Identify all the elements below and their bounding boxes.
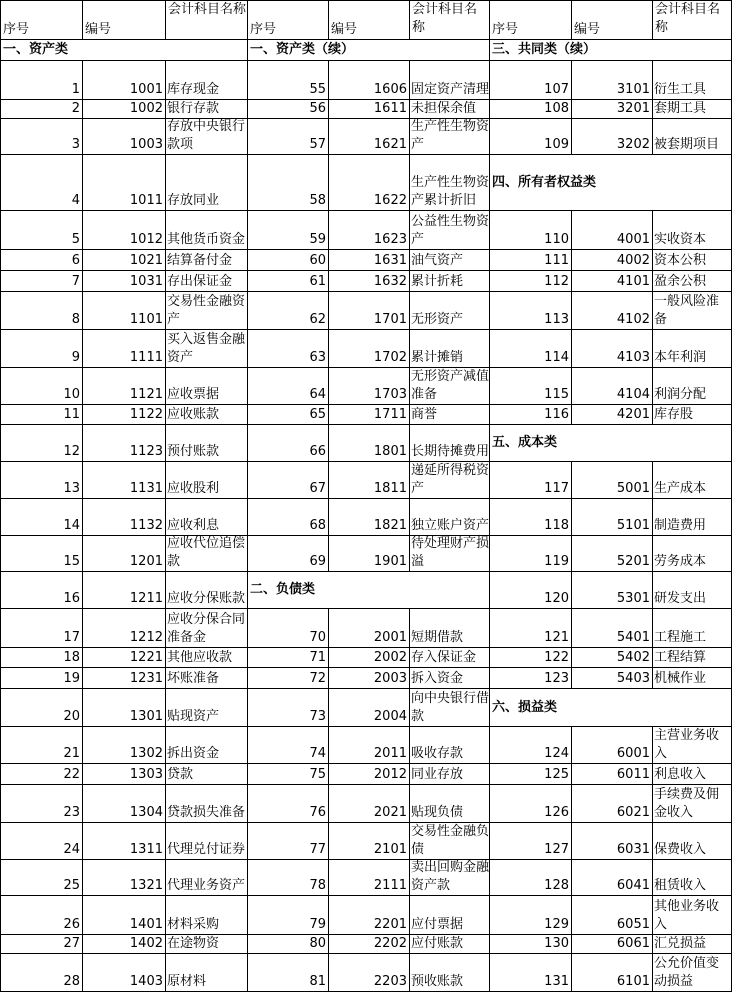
account-code: 4001 [616, 232, 650, 247]
account-name: 交易性金融资产 [167, 294, 246, 327]
account-code: 1212 [129, 630, 163, 645]
seq-number: 22 [63, 767, 80, 782]
account-code: 1311 [129, 842, 163, 857]
header-seq: 序号 [250, 22, 277, 37]
account-code: 5401 [616, 630, 650, 645]
account-name: 交易性金融负债 [411, 824, 489, 857]
header-code: 编号 [85, 22, 112, 37]
account-name: 应收账款 [167, 407, 220, 422]
seq-number: 122 [544, 650, 569, 665]
account-name: 机械作业 [654, 671, 707, 686]
seq-number: 68 [309, 518, 326, 533]
account-name: 盈余公积 [654, 274, 707, 289]
seq-number: 78 [309, 878, 326, 893]
account-code: 6061 [616, 936, 650, 951]
account-name: 生产性生物资产 [411, 119, 489, 152]
account-code: 1221 [129, 650, 163, 665]
account-name: 同业存放 [411, 767, 464, 782]
seq-number: 10 [63, 387, 80, 402]
account-code: 2021 [373, 805, 407, 820]
seq-number: 107 [544, 82, 569, 97]
account-code: 6031 [616, 842, 650, 857]
seq-number: 13 [63, 481, 80, 496]
header-name: 会计科目名称 [412, 2, 478, 35]
account-name: 套期工具 [654, 101, 707, 116]
account-name: 应收票据 [167, 387, 220, 402]
seq-number: 1 [71, 82, 80, 97]
account-code: 2202 [373, 936, 407, 951]
seq-number: 110 [544, 232, 569, 247]
seq-number: 74 [309, 746, 326, 761]
account-name: 卖出回购金融资产款 [411, 860, 489, 893]
header-seq: 序号 [3, 22, 30, 37]
account-name: 本年利润 [654, 350, 707, 365]
seq-number: 81 [309, 974, 326, 989]
account-name: 公允价值变动损益 [654, 956, 720, 989]
account-name: 递延所得税资产 [411, 463, 489, 496]
account-code: 1703 [373, 387, 407, 402]
seq-number: 28 [63, 974, 80, 989]
account-code: 1623 [373, 232, 407, 247]
account-code: 1321 [129, 878, 163, 893]
account-name: 生产性生物资产累计折旧 [411, 175, 489, 208]
account-code: 4101 [616, 274, 650, 289]
seq-number: 114 [544, 350, 569, 365]
seq-number: 3 [71, 137, 80, 152]
account-code: 1606 [373, 82, 407, 97]
account-code: 1122 [129, 407, 163, 422]
seq-number: 69 [309, 554, 326, 569]
section-heading: 五、成本类 [492, 435, 558, 450]
account-code: 2101 [373, 842, 407, 857]
account-code: 1811 [373, 481, 407, 496]
seq-number: 62 [309, 312, 326, 327]
account-code: 1403 [129, 974, 163, 989]
account-name: 商誉 [411, 407, 438, 422]
seq-number: 4 [71, 193, 80, 208]
account-code: 1003 [129, 137, 163, 152]
account-code: 4201 [616, 407, 650, 422]
account-code: 1231 [129, 671, 163, 686]
seq-number: 121 [544, 630, 569, 645]
seq-number: 112 [544, 274, 569, 289]
account-code: 2111 [373, 878, 407, 893]
seq-number: 80 [309, 936, 326, 951]
account-code: 1701 [373, 312, 407, 327]
seq-number: 2 [71, 101, 80, 116]
seq-number: 71 [309, 650, 326, 665]
account-name: 存入保证金 [411, 650, 477, 665]
seq-number: 119 [544, 554, 569, 569]
account-code: 1611 [373, 101, 407, 116]
seq-number: 108 [544, 101, 569, 116]
seq-number: 65 [309, 407, 326, 422]
account-name: 无形资产 [411, 312, 464, 327]
account-code: 1901 [373, 554, 407, 569]
seq-number: 20 [63, 709, 80, 724]
account-name: 制造费用 [654, 518, 707, 533]
account-code: 1303 [129, 767, 163, 782]
account-name: 应收股利 [167, 481, 220, 496]
account-name: 应付账款 [411, 936, 464, 951]
seq-number: 76 [309, 805, 326, 820]
account-name: 原材料 [167, 974, 207, 989]
seq-number: 15 [63, 554, 80, 569]
seq-number: 70 [309, 630, 326, 645]
seq-number: 123 [544, 671, 569, 686]
account-name: 衍生工具 [654, 82, 707, 97]
account-name: 拆出资金 [167, 746, 220, 761]
seq-number: 127 [544, 842, 569, 857]
account-code: 4002 [616, 253, 650, 268]
account-code: 1801 [373, 444, 407, 459]
account-code: 1031 [129, 274, 163, 289]
account-code: 1401 [129, 917, 163, 932]
account-code: 3101 [616, 82, 650, 97]
account-name: 银行存款 [167, 101, 220, 116]
seq-number: 7 [71, 274, 80, 289]
account-code: 1821 [373, 518, 407, 533]
account-code: 2011 [373, 746, 407, 761]
account-name: 劳务成本 [654, 554, 707, 569]
account-name: 租赁收入 [654, 878, 707, 893]
seq-number: 21 [63, 746, 80, 761]
account-name: 存放同业 [167, 193, 220, 208]
account-name: 贴现资产 [167, 709, 220, 724]
account-name: 固定资产清理 [411, 82, 489, 97]
seq-number: 125 [544, 767, 569, 782]
account-code: 1021 [129, 253, 163, 268]
account-name: 保费收入 [654, 842, 707, 857]
account-name: 库存现金 [167, 82, 220, 97]
account-name: 应收利息 [167, 518, 220, 533]
account-code: 2004 [373, 709, 407, 724]
account-code: 1121 [129, 387, 163, 402]
account-code: 4103 [616, 350, 650, 365]
account-code: 2203 [373, 974, 407, 989]
account-code: 1631 [373, 253, 407, 268]
seq-number: 8 [71, 312, 80, 327]
seq-number: 55 [309, 82, 326, 97]
account-code: 5101 [616, 518, 650, 533]
account-name: 未担保余值 [411, 101, 477, 116]
seq-number: 6 [71, 253, 80, 268]
account-name: 被套期项目 [654, 137, 720, 152]
account-name: 存出保证金 [167, 274, 233, 289]
account-code: 5201 [616, 554, 650, 569]
account-code: 5402 [616, 650, 650, 665]
account-code: 1304 [129, 805, 163, 820]
account-name: 利息收入 [654, 767, 707, 782]
account-name: 汇兑损益 [654, 936, 707, 951]
account-name: 贷款损失准备 [167, 805, 246, 820]
account-code: 6011 [616, 767, 650, 782]
account-name: 工程结算 [654, 650, 707, 665]
account-name: 主营业务收入 [654, 728, 720, 761]
account-name: 吸收存款 [411, 746, 464, 761]
account-code: 4102 [616, 312, 650, 327]
seq-number: 60 [309, 253, 326, 268]
seq-number: 59 [309, 232, 326, 247]
account-code: 1131 [129, 481, 163, 496]
section-heading: 六、损益类 [492, 699, 558, 715]
account-code: 1702 [373, 350, 407, 365]
seq-number: 12 [63, 444, 80, 459]
seq-number: 11 [63, 407, 80, 422]
account-name: 生产成本 [654, 481, 707, 496]
account-name: 一般风险准备 [654, 294, 720, 327]
header-code: 编号 [574, 22, 601, 37]
seq-number: 61 [309, 274, 326, 289]
account-code: 3202 [616, 137, 650, 152]
account-code: 5301 [616, 591, 650, 606]
seq-number: 79 [309, 917, 326, 932]
account-name: 向中央银行借款 [411, 691, 489, 724]
account-name: 应付票据 [411, 917, 464, 932]
account-name: 库存股 [654, 407, 694, 422]
account-name: 累计摊销 [411, 350, 464, 365]
seq-number: 124 [544, 746, 569, 761]
account-name: 代理业务资产 [167, 878, 246, 893]
account-code: 1002 [129, 101, 163, 116]
account-code: 1402 [129, 936, 163, 951]
account-code: 2012 [373, 767, 407, 782]
account-code: 2001 [373, 630, 407, 645]
account-name: 结算备付金 [167, 253, 233, 268]
account-name: 实收资本 [654, 232, 707, 247]
seq-number: 72 [309, 671, 326, 686]
seq-number: 109 [544, 137, 569, 152]
account-code: 1012 [129, 232, 163, 247]
account-name: 在途物资 [167, 936, 220, 951]
section-heading: 一、资产类（续） [250, 42, 355, 57]
account-code: 6021 [616, 805, 650, 820]
account-code: 1001 [129, 82, 163, 97]
seq-number: 58 [309, 193, 326, 208]
section-heading: 三、共同类（续） [492, 42, 597, 57]
seq-number: 116 [544, 407, 569, 422]
seq-number: 115 [544, 387, 569, 402]
account-name: 预收账款 [411, 974, 464, 989]
account-code: 1632 [373, 274, 407, 289]
seq-number: 19 [63, 671, 80, 686]
account-name: 手续费及佣金收入 [654, 787, 720, 820]
account-code: 1101 [129, 312, 163, 327]
account-code: 2201 [373, 917, 407, 932]
account-name: 累计折耗 [411, 274, 464, 289]
account-name: 买入返售金融资产 [167, 332, 246, 365]
account-name: 应收分保账款 [167, 591, 246, 606]
seq-number: 131 [544, 974, 569, 989]
account-name: 存放中央银行款项 [167, 119, 246, 152]
seq-number: 75 [309, 767, 326, 782]
seq-number: 120 [544, 591, 569, 606]
account-code: 4104 [616, 387, 650, 402]
account-code: 1301 [129, 709, 163, 724]
account-name: 代理兑付证券 [167, 842, 246, 857]
account-code: 1132 [129, 518, 163, 533]
seq-number: 77 [309, 842, 326, 857]
account-name: 贴现负债 [411, 805, 464, 820]
seq-number: 18 [63, 650, 80, 665]
account-code: 1302 [129, 746, 163, 761]
account-code: 5001 [616, 481, 650, 496]
account-code: 3201 [616, 101, 650, 116]
seq-number: 14 [63, 518, 80, 533]
account-code: 6041 [616, 878, 650, 893]
seq-number: 17 [63, 630, 80, 645]
seq-number: 67 [309, 481, 326, 496]
account-code: 1211 [129, 591, 163, 606]
seq-number: 117 [544, 481, 569, 496]
account-name: 其他应收款 [167, 650, 233, 665]
seq-number: 126 [544, 805, 569, 820]
seq-number: 129 [544, 917, 569, 932]
account-name: 长期待摊费用 [411, 444, 489, 459]
account-name: 拆入资金 [411, 671, 464, 686]
account-code: 1011 [129, 193, 163, 208]
account-code: 2002 [373, 650, 407, 665]
account-name: 材料采购 [167, 917, 220, 932]
account-name: 其他业务收入 [654, 899, 720, 932]
seq-number: 66 [309, 444, 326, 459]
seq-number: 64 [309, 387, 326, 402]
account-name: 贷款 [167, 767, 194, 782]
account-code: 1711 [373, 407, 407, 422]
header-code: 编号 [331, 22, 358, 37]
seq-number: 26 [63, 917, 80, 932]
account-code: 5403 [616, 671, 650, 686]
seq-number: 111 [544, 253, 569, 268]
account-code: 1622 [373, 193, 407, 208]
account-name: 应收分保合同准备金 [167, 612, 246, 645]
seq-number: 16 [63, 591, 80, 606]
seq-number: 23 [63, 805, 80, 820]
seq-number: 63 [309, 350, 326, 365]
account-name: 无形资产减值准备 [411, 369, 489, 402]
seq-number: 9 [71, 350, 80, 365]
section-heading: 二、负债类 [250, 582, 316, 597]
seq-number: 113 [544, 312, 569, 327]
section-heading: 一、资产类 [3, 42, 69, 57]
account-name: 工程施工 [654, 630, 707, 645]
seq-number: 128 [544, 878, 569, 893]
account-code: 6001 [616, 746, 650, 761]
account-code: 1123 [129, 444, 163, 459]
seq-number: 56 [309, 101, 326, 116]
account-name: 研发支出 [654, 591, 707, 606]
account-name: 独立账户资产 [411, 518, 489, 533]
account-name: 坏账准备 [167, 671, 220, 686]
seq-number: 5 [71, 232, 80, 247]
account-name: 公益性生物资产 [411, 214, 489, 247]
seq-number: 24 [63, 842, 80, 857]
seq-number: 57 [309, 137, 326, 152]
header-name: 会计科目名称 [655, 2, 721, 35]
seq-number: 130 [544, 936, 569, 951]
seq-number: 118 [544, 518, 569, 533]
account-name: 其他货币资金 [167, 232, 246, 247]
account-name: 油气资产 [411, 253, 464, 268]
header-name: 会计科目名称 [168, 2, 247, 17]
seq-number: 25 [63, 878, 80, 893]
section-heading: 四、所有者权益类 [492, 174, 597, 190]
account-code: 1201 [129, 554, 163, 569]
account-name: 待处理财产损溢 [411, 536, 489, 569]
account-code: 2003 [373, 671, 407, 686]
account-name: 预付账款 [167, 444, 220, 459]
account-code: 1111 [129, 350, 163, 365]
account-name: 应收代位追偿款 [167, 536, 246, 569]
account-name: 短期借款 [411, 630, 464, 645]
account-code: 1621 [373, 137, 407, 152]
seq-number: 73 [309, 709, 326, 724]
account-code: 6101 [616, 974, 650, 989]
seq-number: 27 [63, 936, 80, 951]
account-name: 资本公积 [654, 253, 707, 268]
account-name: 利润分配 [654, 387, 707, 402]
account-code: 6051 [616, 917, 650, 932]
header-seq: 序号 [492, 22, 519, 37]
